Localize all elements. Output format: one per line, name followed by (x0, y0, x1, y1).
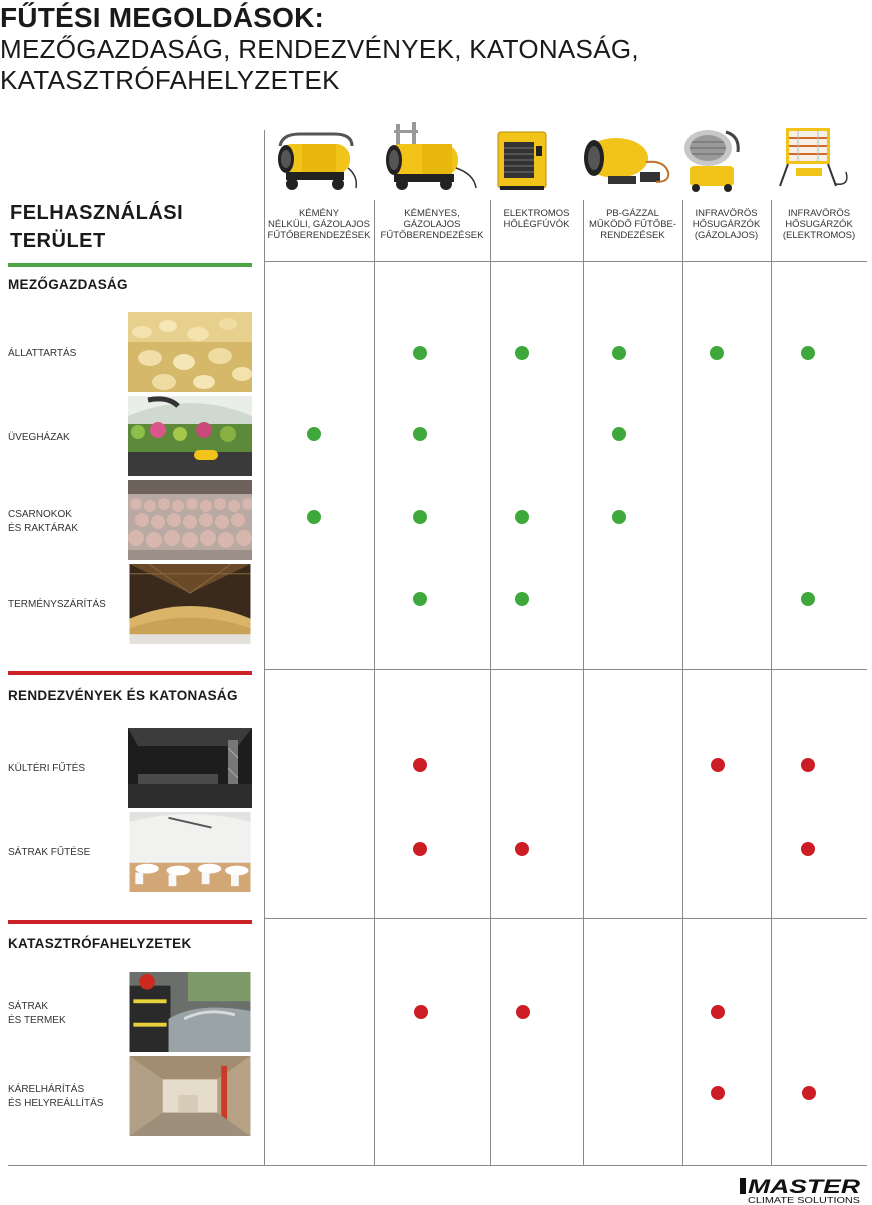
firefighter-photo (128, 972, 252, 1052)
row-label-greenhouses (8, 431, 70, 445)
column-header-line: NÉLKÜLI, GÁZOLAJOS (268, 219, 370, 230)
dot-tents-electric-fan (515, 842, 529, 856)
column-header-line: HŐSUGÁRZÓK (692, 219, 761, 230)
row-label-line: TERMÉNYSZÁRÍTÁS (8, 599, 106, 610)
column-divider (583, 200, 584, 1165)
column-header-electric-infrared (771, 208, 867, 241)
flue-diesel-heater-icon (382, 122, 480, 192)
column-header-line: PB-GÁZZAL (606, 208, 659, 219)
column-header-flue-diesel (374, 208, 490, 241)
warehouse-photo (128, 480, 252, 560)
dot-tents-halls-diesel-infrared (711, 1005, 725, 1019)
dot-crop-drying-flue-diesel (413, 592, 427, 606)
column-divider (771, 200, 772, 1165)
row-label-line: ÜVEGHÁZAK (8, 432, 70, 443)
row-label-line: SÁTRAK (8, 1001, 49, 1012)
dot-outdoor-electric-infrared (801, 758, 815, 772)
column-header-line: (ELEKTROMOS) (782, 230, 856, 241)
row-label-line: SÁTRAK FŰTÉSE (8, 847, 91, 858)
header-row-divider (264, 261, 867, 262)
dot-livestock-diesel-infrared (710, 346, 724, 360)
damage-restoration-photo (128, 1056, 252, 1136)
column-header-electric-fan (490, 208, 583, 230)
section-title-events: RENDEZVÉNYEK ÉS KATONASÁG (8, 688, 238, 703)
crop-drying-photo (128, 564, 252, 644)
column-header-lpg (583, 208, 682, 241)
row-label-line: ÉS RAKTÁRAK (8, 523, 79, 534)
dot-crop-drying-electric-infrared (801, 592, 815, 606)
row-label-damage-restoration (8, 1083, 103, 1111)
dot-tents-halls-flue-diesel (414, 1005, 428, 1019)
section-title-agriculture: MEZŐGAZDASÁG (8, 277, 128, 292)
usage-area-line: TERÜLET (10, 230, 106, 252)
section-divider (264, 669, 867, 670)
row-label-line: KÁRELHÁRÍTÁS (8, 1084, 85, 1095)
greenhouse-photo (128, 396, 252, 476)
row-label-livestock (8, 347, 76, 361)
page-subtitle-line-2: KATASZTRÓFAHELYZETEK (0, 65, 340, 95)
row-label-line: CSARNOKOK (8, 509, 72, 520)
page-subtitle-line-1: MEZŐGAZDASÁG, RENDEZVÉNYEK, KATONASÁG, (0, 34, 639, 64)
row-label-halls-warehouses (8, 508, 78, 536)
column-divider (374, 200, 375, 1165)
diesel-infrared-heater-icon (680, 126, 746, 192)
column-divider (682, 200, 683, 1165)
dot-outdoor-diesel-infrared (711, 758, 725, 772)
column-header-line: FŰTŐBERENDEZÉSEK (267, 230, 371, 241)
section-bar-disaster (8, 920, 252, 924)
column-header-line: HŐSUGÁRZÓK (785, 219, 853, 230)
row-label-crop-drying (8, 598, 106, 612)
dot-warehouses-indirect-diesel (307, 510, 321, 524)
indirect-diesel-heater-icon (272, 128, 360, 192)
lpg-heater-icon (580, 132, 672, 188)
row-label-line: ÁLLATTARTÁS (8, 348, 77, 359)
dot-restoration-diesel-infrared (711, 1086, 725, 1100)
column-header-line: FŰTŐBERENDEZÉSEK (380, 230, 484, 241)
row-label-line: ÉS TERMEK (8, 1015, 66, 1026)
svg-text:MASTER: MASTER (748, 1177, 861, 1198)
row-label-tents-halls (8, 1000, 66, 1028)
dot-restoration-electric-infrared (802, 1086, 816, 1100)
dot-crop-drying-electric-fan (515, 592, 529, 606)
column-header-indirect-diesel (264, 208, 374, 241)
page-title: FŰTÉSI MEGOLDÁSOK: (0, 2, 325, 33)
table-bottom-divider (8, 1165, 867, 1166)
section-title-disaster: KATASZTRÓFAHELYZETEK (8, 936, 192, 951)
page-header (0, 2, 870, 96)
column-header-line: MŰKÖDŐ FŰTŐBE- (588, 219, 677, 230)
dot-livestock-flue-diesel (413, 346, 427, 360)
column-header-line: RENDEZÉSEK (600, 230, 665, 241)
dot-greenhouses-flue-diesel (413, 427, 427, 441)
electric-fan-heater-icon (494, 128, 550, 192)
dot-outdoor-flue-diesel (413, 758, 427, 772)
dot-warehouses-electric-fan (515, 510, 529, 524)
column-header-diesel-infrared (682, 208, 771, 241)
row-label-line: ÉS HELYREÁLLÍTÁS (8, 1098, 104, 1109)
dot-livestock-electric-infrared (801, 346, 815, 360)
dot-tents-halls-electric-fan (516, 1005, 530, 1019)
dot-warehouses-flue-diesel (413, 510, 427, 524)
dot-livestock-electric-fan (515, 346, 529, 360)
column-header-line: (GÁZOLAJOS) (694, 230, 759, 241)
column-header-line: GÁZOLAJOS (403, 219, 461, 230)
section-divider (264, 918, 867, 919)
usage-area-heading (10, 199, 183, 255)
dot-warehouses-lpg (612, 510, 626, 524)
column-header-line: HŐLÉGFÚVÓK (503, 219, 570, 230)
column-header-line: ELEKTROMOS (503, 208, 570, 219)
dot-greenhouses-indirect-diesel (307, 427, 321, 441)
column-header-line: KÉMÉNY (298, 208, 340, 219)
column-header-line: INFRAVÖRÖS (695, 208, 758, 219)
tent-event-photo (128, 812, 252, 892)
outdoor-stage-photo (128, 728, 252, 808)
column-divider (264, 130, 265, 1165)
row-label-tent-heating (8, 846, 90, 860)
dot-tents-flue-diesel (413, 842, 427, 856)
row-label-outdoor-heating (8, 762, 85, 776)
dot-livestock-lpg (612, 346, 626, 360)
row-label-line: KÜLTÉRI FŰTÉS (8, 763, 86, 774)
usage-area-line: FELHASZNÁLÁSI (10, 202, 184, 224)
dot-tents-electric-infrared (801, 842, 815, 856)
section-bar-events (8, 671, 252, 675)
poultry-farm-photo (128, 312, 252, 392)
dot-greenhouses-lpg (612, 427, 626, 441)
column-header-line: KÉMÉNYES, (404, 208, 460, 219)
master-logo (740, 1176, 868, 1204)
svg-text:CLIMATE SOLUTIONS: CLIMATE SOLUTIONS (748, 1195, 861, 1204)
electric-infrared-heater-icon (774, 124, 854, 196)
section-bar-agriculture (8, 263, 252, 267)
column-divider (490, 200, 491, 1165)
column-header-line: INFRAVÖRÖS (787, 208, 851, 219)
